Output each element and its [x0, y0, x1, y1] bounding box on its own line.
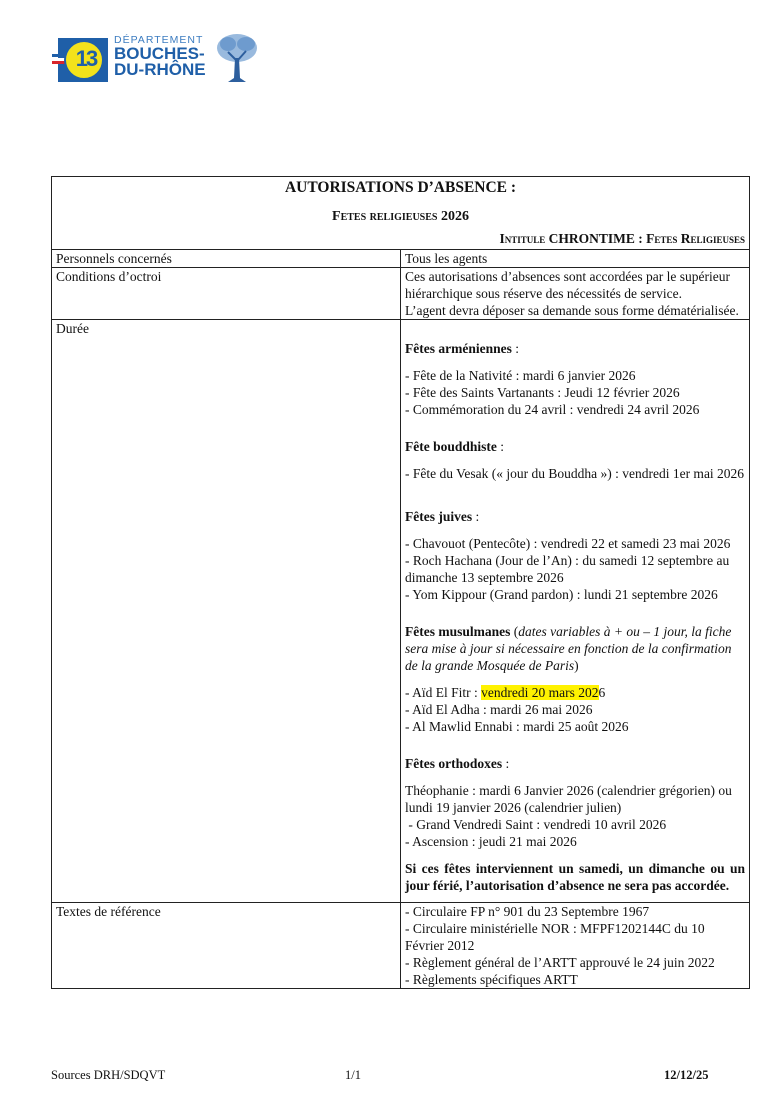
- list-item: - Roch Hachana (Jour de l’An) : du samedi 12 septembre au dimanche 13 septembre 2026: [405, 553, 730, 585]
- footer-date: 12/12/25: [664, 1068, 709, 1082]
- section-orthodoxes-title: Fêtes orthodoxes :: [405, 756, 510, 771]
- musulmanes-note: dates variables à + ou – 1 jour, la fiche sera mise à jour si nécessaire en fonction de la confirmation de la grande Mosquée de Paris: [405, 624, 732, 673]
- row-conditions: [52, 268, 750, 320]
- olive-tree-icon: [214, 32, 260, 84]
- footer-source: Sources DRH/SDQVT: [51, 1068, 166, 1082]
- row-duree: [52, 320, 750, 903]
- section-armeniennes-title: Fêtes arméniennes :: [405, 341, 519, 356]
- chrontime-label: Intitule CHRONTIME : Fetes Religieuses: [499, 231, 745, 246]
- department-logo: [52, 32, 267, 86]
- reference-item: - Circulaire ministérielle NOR : MFPF1202144C du 10 Février 2012: [405, 921, 705, 953]
- list-item: - Fête du Vesak (« jour du Bouddha ») : vendredi 1er mai 2026: [405, 466, 745, 481]
- list-item: - Ascension : jeudi 21 mai 2026: [405, 834, 577, 849]
- logo-line-departement: DÉPARTEMENT: [114, 34, 204, 46]
- list-item: - Chavouot (Pentecôte) : vendredi 22 et samedi 23 mai 2026: [405, 536, 731, 551]
- logo-line-bouches: BOUCHES-: [114, 44, 205, 63]
- row-personnels: [52, 250, 750, 268]
- document-subtitle: Fetes religieuses 2026: [332, 209, 469, 224]
- list-item: - Al Mawlid Ennabi : mardi 25 août 2026: [405, 719, 629, 734]
- list-item: - Commémoration du 24 avril : vendredi 24 avril 2026: [405, 402, 700, 417]
- footer-page-number: 1/1: [345, 1068, 361, 1082]
- personnels-value: Tous les agents: [401, 250, 750, 268]
- duree-label: Durée: [52, 320, 401, 903]
- list-item: - Fête de la Nativité : mardi 6 janvier 2026: [405, 368, 636, 383]
- weekend-warning: Si ces fêtes interviennent un samedi, un dimanche ou un jour férié, l’autorisation d’absence ne sera pas accordée.: [405, 861, 745, 893]
- logo-number: 13: [75, 46, 97, 71]
- highlighted-date: vendredi 20 mars 202: [481, 685, 599, 700]
- row-textes: [52, 903, 750, 989]
- list-item: Théophanie : mardi 6 Janvier 2026 (calendrier grégorien) ou lundi 19 janvier 2026 (calendrier julien): [405, 783, 732, 815]
- list-item: - Fête des Saints Vartanants : Jeudi 12 février 2026: [405, 385, 680, 400]
- section-musulmanes-title: Fêtes musulmanes (dates variables à + ou – 1 jour, la fiche sera mise à jour si nécessaire en fonction de la confirmation de la grande Mosquée de Paris): [405, 624, 732, 673]
- logo-text: [114, 34, 206, 78]
- section-armeniennes-list: [405, 367, 745, 418]
- reference-item: - Règlement général de l’ARTT approuvé le 24 juin 2022: [405, 955, 715, 970]
- header-row: [52, 177, 750, 250]
- section-orthodoxes-list: [405, 782, 745, 850]
- conditions-line: Ces autorisations d’absences sont accordées par le supérieur hiérarchique sous réserve des nécessités de service.: [405, 269, 731, 301]
- conditions-line: L’agent devra déposer sa demande sous forme dématérialisée.: [405, 303, 739, 318]
- logo-line-rhone: DU-RHÔNE: [114, 60, 206, 79]
- reference-item: - Règlements spécifiques ARTT: [405, 972, 578, 987]
- list-item: - Grand Vendredi Saint : vendredi 10 avril 2026: [405, 817, 667, 832]
- textes-label: Textes de référence: [52, 903, 401, 989]
- logo-13-circle: [64, 40, 104, 80]
- section-juives-title: Fêtes juives :: [405, 509, 480, 524]
- section-juives-list: [405, 535, 745, 603]
- section-musulmanes-list: [405, 684, 745, 735]
- section-bouddhiste-title: Fête bouddhiste :: [405, 439, 505, 454]
- personnels-label: Personnels concernés: [52, 250, 401, 268]
- reference-item: - Circulaire FP n° 901 du 23 Septembre 1967: [405, 904, 650, 919]
- section-bouddhiste-list: [405, 465, 745, 482]
- list-item: - Yom Kippour (Grand pardon) : lundi 21 septembre 2026: [405, 587, 718, 602]
- conditions-label: Conditions d’octroi: [52, 268, 401, 320]
- document-title: AUTORISATIONS D’ABSENCE :: [284, 179, 517, 196]
- absence-table: [51, 176, 750, 989]
- list-item: - Aïd El Fitr : vendredi 20 mars 2026: [405, 685, 606, 700]
- list-item: - Aïd El Adha : mardi 26 mai 2026: [405, 702, 593, 717]
